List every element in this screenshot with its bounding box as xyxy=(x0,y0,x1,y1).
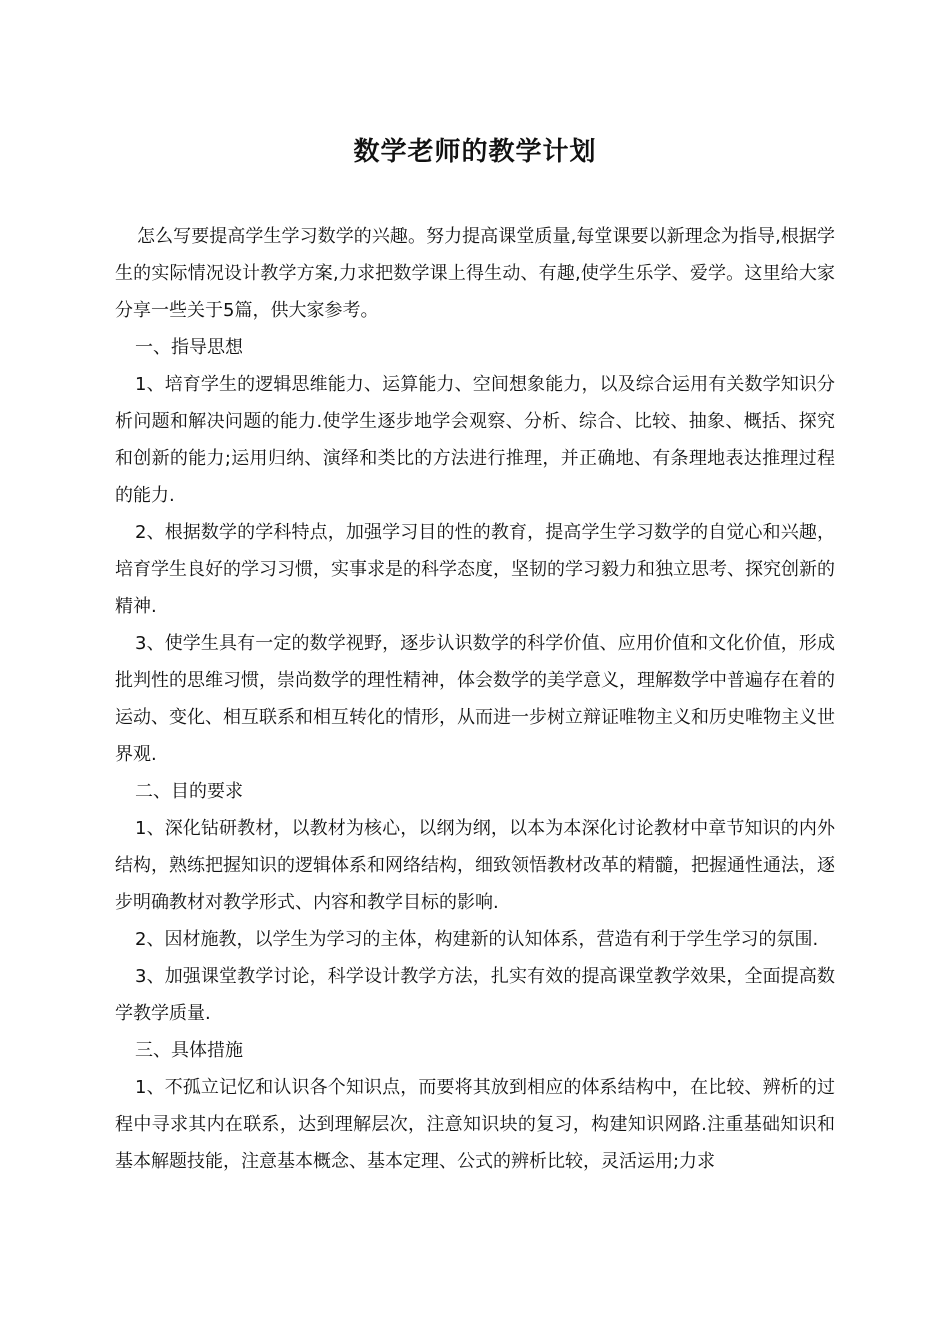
document-body xyxy=(115,218,835,1180)
paragraph-guiding-3: 3、使学生具有一定的数学视野，逐步认识数学的科学价值、应用价值和文化价值，形成批判性的思维习惯，崇尚数学的理性精神，体会数学的美学意义，理解数学中普遍存在着的运动、变化、相互联系和相互转化的情形，从而进一步树立辩证唯物主义和历史唯物主义世界观. xyxy=(115,633,835,765)
section-heading-measures: 三、具体措施 xyxy=(135,1040,243,1061)
intro-paragraph: 怎么写要提高学生学习数学的兴趣。努力提高课堂质量,每堂课要以新理念为指导,根据学生的实际情况设计教学方案,力求把数学课上得生动、有趣,使学生乐学、爱学。这里给大家分享一些关于5篇，供大家参考。 xyxy=(115,226,835,321)
paragraph-objectives-2: 2、因材施教，以学生为学习的主体，构建新的认知体系，营造有利于学生学习的氛围. xyxy=(135,929,819,950)
section-heading-guiding-ideology: 一、指导思想 xyxy=(135,337,243,358)
section-heading-objectives: 二、目的要求 xyxy=(135,781,243,802)
document-title: 数学老师的教学计划 xyxy=(353,137,597,167)
paragraph-measures-1: 1、不孤立记忆和认识各个知识点，而要将其放到相应的体系结构中，在比较、辨析的过程中寻求其内在联系，达到理解层次，注意知识块的复习，构建知识网路.注重基础知识和基本解题技能，注意基本概念、基本定理、公式的辨析比较，灵活运用;力求 xyxy=(115,1077,835,1172)
paragraph-guiding-2: 2、根据数学的学科特点，加强学习目的性的教育，提高学生学习数学的自觉心和兴趣，培育学生良好的学习习惯，实事求是的科学态度，坚韧的学习毅力和独立思考、探究创新的精神. xyxy=(115,522,835,617)
paragraph-objectives-3: 3、加强课堂教学讨论，科学设计教学方法，扎实有效的提高课堂教学效果，全面提高数学教学质量. xyxy=(115,966,835,1024)
paragraph-guiding-1: 1、培育学生的逻辑思维能力、运算能力、空间想象能力，以及综合运用有关数学知识分析问题和解决问题的能力.使学生逐步地学会观察、分析、综合、比较、抽象、概括、探究和创新的能力;运用归纳、演绎和类比的方法进行推理，并正确地、有条理地表达推理过程的能力. xyxy=(115,374,835,506)
paragraph-objectives-1: 1、深化钻研教材，以教材为核心，以纲为纲，以本为本深化讨论教材中章节知识的内外结构，熟练把握知识的逻辑体系和网络结构，细致领悟教材改革的精髓，把握通性通法，逐步明确教材对教学形式、内容和教学目标的影响. xyxy=(115,818,835,913)
